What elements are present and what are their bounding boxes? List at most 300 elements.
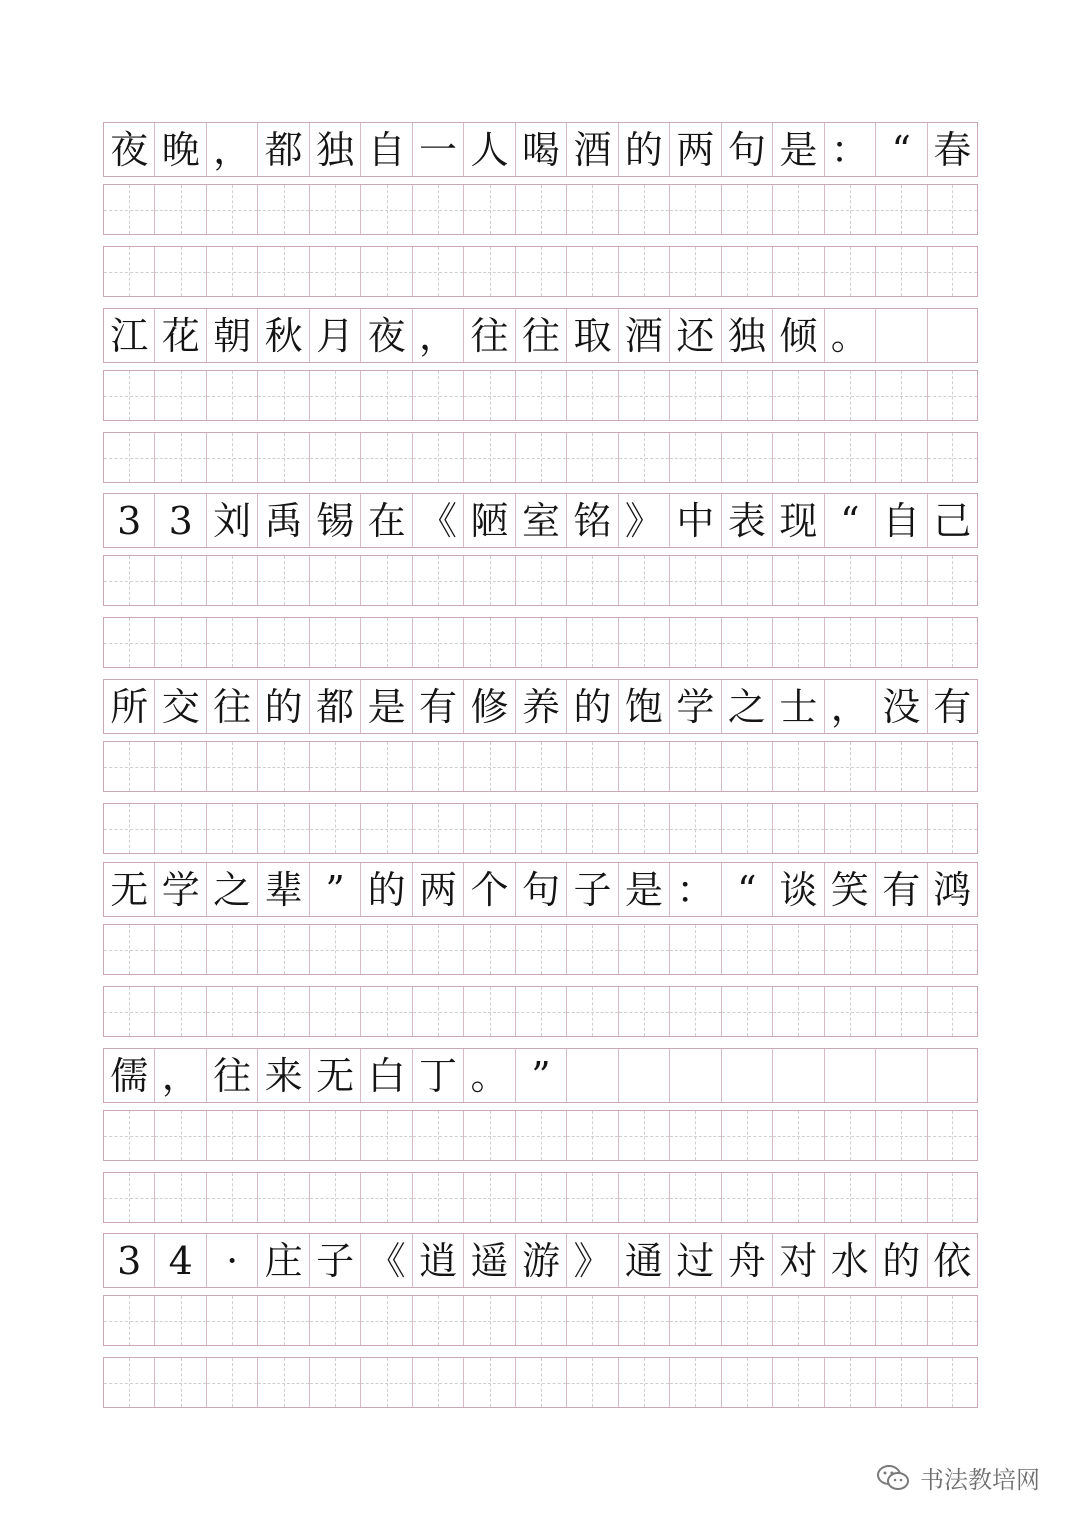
practice-cell — [309, 804, 360, 853]
char-cell: 依 — [927, 1234, 978, 1287]
practice-row — [103, 432, 978, 483]
char-cell: 谈 — [772, 863, 823, 916]
practice-cell — [206, 742, 257, 791]
practice-cell — [875, 804, 926, 853]
practice-cell — [669, 804, 720, 853]
practice-row — [103, 184, 978, 235]
char-cell: 往 — [206, 1049, 257, 1102]
char-cell: 过 — [669, 1234, 720, 1287]
char-cell: 饱 — [618, 680, 669, 733]
char-cell — [721, 1049, 772, 1102]
practice-cell — [772, 742, 823, 791]
char-cell: 无 — [309, 1049, 360, 1102]
wechat-icon — [876, 1463, 910, 1493]
practice-cell — [206, 1296, 257, 1345]
practice-cell — [412, 804, 463, 853]
text-row — [103, 122, 978, 177]
practice-cell — [875, 925, 926, 974]
watermark-text: 书法教培网 — [920, 1466, 1040, 1494]
practice-cell — [824, 618, 875, 667]
practice-cell — [566, 433, 617, 482]
practice-cell — [206, 987, 257, 1036]
char-cell: 句 — [721, 123, 772, 176]
char-cell: 在 — [360, 494, 411, 547]
char-cell: 有 — [875, 863, 926, 916]
char-cell: ， — [412, 309, 463, 362]
char-cell: 的 — [875, 1234, 926, 1287]
practice-cell — [103, 185, 154, 234]
char-cell: 通 — [618, 1234, 669, 1287]
practice-cell — [257, 742, 308, 791]
practice-cell — [772, 1111, 823, 1160]
practice-cell — [309, 1173, 360, 1222]
practice-cell — [206, 618, 257, 667]
practice-cell — [875, 1111, 926, 1160]
practice-cell — [927, 556, 978, 605]
char-cell — [566, 1049, 617, 1102]
practice-cell — [927, 925, 978, 974]
practice-cell — [154, 1173, 205, 1222]
char-cell: 夜 — [103, 123, 154, 176]
char-cell: 丁 — [412, 1049, 463, 1102]
practice-row — [103, 924, 978, 975]
practice-cell — [721, 1111, 772, 1160]
practice-cell — [257, 556, 308, 605]
char-cell: 学 — [669, 680, 720, 733]
practice-cell — [360, 1173, 411, 1222]
practice-cell — [103, 742, 154, 791]
char-cell: 个 — [463, 863, 514, 916]
practice-cell — [927, 742, 978, 791]
char-cell — [875, 1049, 926, 1102]
char-cell: 铭 — [566, 494, 617, 547]
practice-cell — [721, 247, 772, 296]
char-cell: 笑 — [824, 863, 875, 916]
practice-cell — [257, 987, 308, 1036]
practice-cell — [618, 433, 669, 482]
practice-cell — [515, 1296, 566, 1345]
char-cell: 3 — [103, 1234, 154, 1287]
practice-cell — [772, 1358, 823, 1407]
practice-cell — [721, 1358, 772, 1407]
char-cell: 句 — [515, 863, 566, 916]
watermark — [876, 1460, 1040, 1495]
practice-cell — [463, 925, 514, 974]
char-cell: 现 — [772, 494, 823, 547]
practice-cell — [721, 1173, 772, 1222]
char-cell: 江 — [103, 309, 154, 362]
practice-cell — [824, 556, 875, 605]
practice-cell — [154, 1296, 205, 1345]
practice-cell — [154, 742, 205, 791]
char-cell: · — [206, 1234, 257, 1287]
char-cell — [824, 1049, 875, 1102]
char-cell: 夜 — [360, 309, 411, 362]
char-cell: 两 — [669, 123, 720, 176]
char-cell: 没 — [875, 680, 926, 733]
char-cell: 取 — [566, 309, 617, 362]
practice-cell — [566, 556, 617, 605]
char-cell: 是 — [618, 863, 669, 916]
practice-cell — [875, 987, 926, 1036]
practice-cell — [309, 433, 360, 482]
practice-cell — [257, 804, 308, 853]
practice-cell — [618, 371, 669, 420]
char-cell: 的 — [360, 863, 411, 916]
practice-cell — [103, 1296, 154, 1345]
practice-cell — [257, 1111, 308, 1160]
char-cell: 是 — [360, 680, 411, 733]
practice-cell — [927, 1358, 978, 1407]
char-cell — [927, 1049, 978, 1102]
char-cell: 的 — [257, 680, 308, 733]
practice-cell — [927, 987, 978, 1036]
practice-cell — [206, 556, 257, 605]
char-cell: ” — [515, 1049, 566, 1102]
practice-cell — [360, 185, 411, 234]
practice-cell — [669, 1111, 720, 1160]
char-cell: 白 — [360, 1049, 411, 1102]
practice-cell — [360, 556, 411, 605]
practice-cell — [566, 1358, 617, 1407]
practice-cell — [824, 1173, 875, 1222]
practice-cell — [721, 618, 772, 667]
char-cell: 所 — [103, 680, 154, 733]
practice-cell — [824, 371, 875, 420]
practice-cell — [618, 1111, 669, 1160]
practice-cell — [772, 1296, 823, 1345]
practice-cell — [309, 371, 360, 420]
practice-cell — [772, 987, 823, 1036]
practice-cell — [824, 1358, 875, 1407]
practice-cell — [257, 433, 308, 482]
practice-cell — [103, 1173, 154, 1222]
practice-cell — [669, 185, 720, 234]
practice-cell — [515, 618, 566, 667]
char-cell: 子 — [566, 863, 617, 916]
practice-cell — [412, 433, 463, 482]
char-cell: 儒 — [103, 1049, 154, 1102]
practice-cell — [515, 925, 566, 974]
practice-cell — [875, 556, 926, 605]
practice-cell — [463, 804, 514, 853]
practice-cell — [360, 1296, 411, 1345]
practice-cell — [206, 371, 257, 420]
char-cell: 《 — [412, 494, 463, 547]
practice-row — [103, 1295, 978, 1346]
practice-cell — [463, 987, 514, 1036]
char-cell: 两 — [412, 863, 463, 916]
char-cell: 朝 — [206, 309, 257, 362]
char-cell: ” — [309, 863, 360, 916]
practice-cell — [463, 247, 514, 296]
char-cell: 水 — [824, 1234, 875, 1287]
practice-cell — [824, 1111, 875, 1160]
text-row — [103, 1233, 978, 1288]
char-cell: 无 — [103, 863, 154, 916]
practice-cell — [103, 618, 154, 667]
char-cell: 独 — [721, 309, 772, 362]
practice-cell — [309, 1111, 360, 1160]
practice-cell — [206, 1358, 257, 1407]
char-cell — [618, 1049, 669, 1102]
practice-cell — [309, 987, 360, 1036]
practice-cell — [412, 1173, 463, 1222]
text-row — [103, 1048, 978, 1103]
char-cell: 3 — [154, 494, 205, 547]
practice-cell — [309, 185, 360, 234]
practice-cell — [154, 925, 205, 974]
char-cell: 4 — [154, 1234, 205, 1287]
char-cell: ， — [154, 1049, 205, 1102]
char-cell: 中 — [669, 494, 720, 547]
practice-cell — [206, 804, 257, 853]
practice-cell — [721, 433, 772, 482]
practice-cell — [669, 925, 720, 974]
practice-cell — [721, 185, 772, 234]
char-cell: 鸿 — [927, 863, 978, 916]
practice-cell — [463, 433, 514, 482]
char-cell: 的 — [566, 680, 617, 733]
practice-cell — [927, 371, 978, 420]
practice-cell — [927, 433, 978, 482]
practice-cell — [875, 742, 926, 791]
practice-cell — [669, 556, 720, 605]
practice-row — [103, 1172, 978, 1223]
practice-row — [103, 246, 978, 297]
char-cell: 自 — [875, 494, 926, 547]
practice-cell — [257, 925, 308, 974]
practice-cell — [360, 1358, 411, 1407]
practice-cell — [103, 987, 154, 1036]
practice-cell — [772, 556, 823, 605]
char-cell: 往 — [463, 309, 514, 362]
practice-cell — [309, 742, 360, 791]
practice-cell — [669, 371, 720, 420]
practice-cell — [463, 1173, 514, 1222]
practice-cell — [721, 556, 772, 605]
practice-cell — [618, 1358, 669, 1407]
char-cell: 舟 — [721, 1234, 772, 1287]
practice-cell — [154, 371, 205, 420]
practice-cell — [875, 185, 926, 234]
char-cell — [772, 1049, 823, 1102]
practice-cell — [669, 247, 720, 296]
practice-cell — [463, 742, 514, 791]
char-cell: 学 — [154, 863, 205, 916]
char-cell — [875, 309, 926, 362]
char-cell: 禹 — [257, 494, 308, 547]
practice-cell — [566, 742, 617, 791]
char-cell: 独 — [309, 123, 360, 176]
practice-cell — [721, 742, 772, 791]
practice-cell — [824, 1296, 875, 1345]
char-cell: ， — [206, 123, 257, 176]
practice-cell — [412, 556, 463, 605]
practice-cell — [721, 371, 772, 420]
practice-cell — [515, 1111, 566, 1160]
practice-cell — [206, 433, 257, 482]
practice-cell — [412, 371, 463, 420]
practice-cell — [566, 618, 617, 667]
char-cell: 之 — [721, 680, 772, 733]
char-cell: 都 — [257, 123, 308, 176]
practice-cell — [103, 804, 154, 853]
practice-cell — [566, 1111, 617, 1160]
practice-cell — [721, 1296, 772, 1345]
practice-row — [103, 803, 978, 854]
practice-cell — [515, 371, 566, 420]
practice-cell — [824, 433, 875, 482]
practice-cell — [927, 1111, 978, 1160]
practice-cell — [257, 247, 308, 296]
char-cell: 倾 — [772, 309, 823, 362]
char-cell: “ — [721, 863, 772, 916]
practice-cell — [463, 1111, 514, 1160]
practice-cell — [103, 1111, 154, 1160]
practice-cell — [669, 1173, 720, 1222]
practice-cell — [309, 556, 360, 605]
char-cell: 子 — [309, 1234, 360, 1287]
practice-cell — [618, 1173, 669, 1222]
char-cell: 。 — [824, 309, 875, 362]
practice-cell — [154, 247, 205, 296]
char-cell: 一 — [412, 123, 463, 176]
practice-cell — [927, 185, 978, 234]
practice-cell — [154, 1358, 205, 1407]
practice-cell — [515, 1358, 566, 1407]
practice-cell — [360, 742, 411, 791]
char-cell: 的 — [618, 123, 669, 176]
practice-cell — [669, 1358, 720, 1407]
char-cell: 己 — [927, 494, 978, 547]
practice-cell — [412, 987, 463, 1036]
char-cell: 酒 — [566, 123, 617, 176]
char-cell: “ — [875, 123, 926, 176]
practice-cell — [566, 925, 617, 974]
char-cell: “ — [824, 494, 875, 547]
char-cell: 都 — [309, 680, 360, 733]
practice-cell — [566, 247, 617, 296]
practice-cell — [154, 804, 205, 853]
char-cell: 往 — [206, 680, 257, 733]
char-cell: 自 — [360, 123, 411, 176]
practice-cell — [412, 742, 463, 791]
practice-cell — [412, 247, 463, 296]
practice-cell — [103, 1358, 154, 1407]
text-row — [103, 308, 978, 363]
practice-cell — [721, 804, 772, 853]
char-cell: 遥 — [463, 1234, 514, 1287]
practice-cell — [927, 247, 978, 296]
char-cell: 有 — [927, 680, 978, 733]
practice-cell — [463, 371, 514, 420]
char-cell: 对 — [772, 1234, 823, 1287]
practice-cell — [927, 1296, 978, 1345]
practice-cell — [309, 925, 360, 974]
practice-cell — [412, 1111, 463, 1160]
char-cell: 人 — [463, 123, 514, 176]
practice-cell — [875, 618, 926, 667]
char-cell: 还 — [669, 309, 720, 362]
practice-cell — [566, 804, 617, 853]
practice-cell — [824, 987, 875, 1036]
practice-cell — [566, 371, 617, 420]
practice-cell — [824, 247, 875, 296]
char-cell: 是 — [772, 123, 823, 176]
practice-cell — [206, 1173, 257, 1222]
practice-cell — [618, 742, 669, 791]
char-cell: 喝 — [515, 123, 566, 176]
practice-row — [103, 617, 978, 668]
practice-cell — [566, 185, 617, 234]
practice-cell — [566, 1173, 617, 1222]
char-cell: 养 — [515, 680, 566, 733]
practice-cell — [360, 247, 411, 296]
practice-cell — [772, 371, 823, 420]
practice-cell — [154, 556, 205, 605]
practice-cell — [463, 1358, 514, 1407]
char-cell: 月 — [309, 309, 360, 362]
practice-cell — [772, 433, 823, 482]
char-cell: 之 — [206, 863, 257, 916]
practice-row — [103, 1357, 978, 1408]
char-cell: 酒 — [618, 309, 669, 362]
char-cell: 游 — [515, 1234, 566, 1287]
practice-cell — [875, 247, 926, 296]
practice-cell — [875, 1173, 926, 1222]
char-cell: 。 — [463, 1049, 514, 1102]
char-cell — [927, 309, 978, 362]
practice-cell — [824, 185, 875, 234]
practice-cell — [515, 247, 566, 296]
practice-cell — [669, 433, 720, 482]
practice-cell — [309, 247, 360, 296]
practice-cell — [309, 1296, 360, 1345]
practice-cell — [206, 185, 257, 234]
practice-cell — [618, 804, 669, 853]
practice-cell — [206, 1111, 257, 1160]
char-cell: 晚 — [154, 123, 205, 176]
char-cell: 有 — [412, 680, 463, 733]
practice-cell — [515, 185, 566, 234]
practice-row — [103, 370, 978, 421]
practice-cell — [875, 371, 926, 420]
practice-cell — [669, 742, 720, 791]
practice-cell — [618, 987, 669, 1036]
text-row — [103, 679, 978, 734]
practice-cell — [515, 987, 566, 1036]
practice-cell — [463, 618, 514, 667]
practice-cell — [103, 556, 154, 605]
char-cell: ： — [824, 123, 875, 176]
char-cell: 室 — [515, 494, 566, 547]
text-row — [103, 862, 978, 917]
practice-cell — [412, 925, 463, 974]
practice-cell — [566, 1296, 617, 1345]
practice-cell — [566, 987, 617, 1036]
practice-cell — [257, 1296, 308, 1345]
practice-cell — [463, 185, 514, 234]
practice-cell — [927, 804, 978, 853]
practice-cell — [618, 185, 669, 234]
practice-cell — [360, 1111, 411, 1160]
char-cell: 逍 — [412, 1234, 463, 1287]
practice-cell — [257, 185, 308, 234]
practice-cell — [721, 925, 772, 974]
practice-row — [103, 986, 978, 1037]
practice-cell — [669, 1296, 720, 1345]
